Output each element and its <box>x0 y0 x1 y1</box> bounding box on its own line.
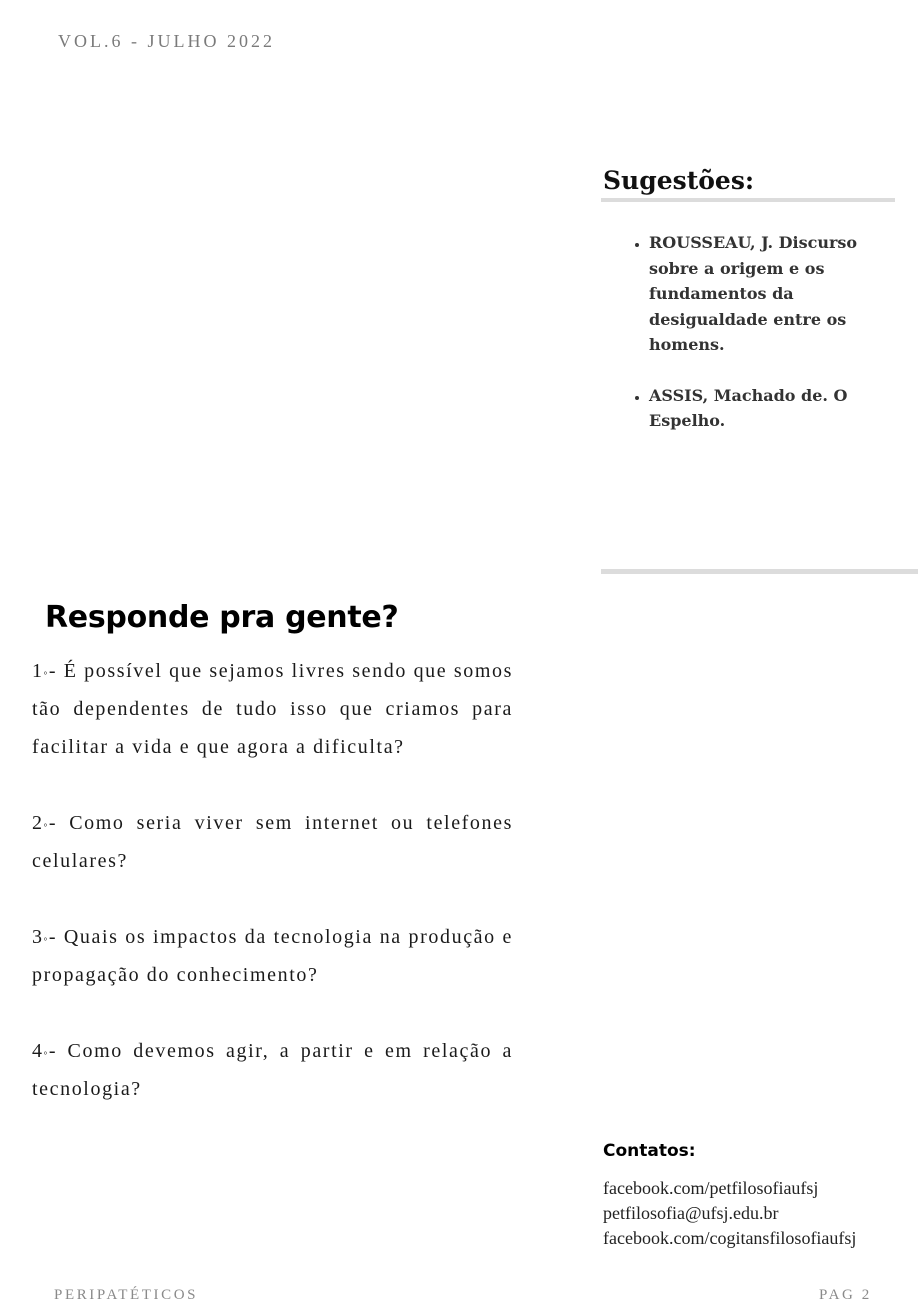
question-text: - Como devemos agir, a partir e em relação a tecnologia? <box>32 1040 513 1100</box>
question-number: 2 <box>32 812 44 834</box>
contacts-title: Contatos: <box>603 1141 696 1161</box>
ordinal-mark: ° <box>43 822 49 832</box>
question-item <box>32 918 513 994</box>
question-number: 4 <box>32 1040 44 1062</box>
question-item <box>32 804 513 880</box>
ordinal-mark: ° <box>43 670 49 680</box>
question-number: 1 <box>32 660 44 682</box>
email-link[interactable]: petfilosofia@ufsj.edu.br <box>603 1203 779 1223</box>
suggestions-list <box>603 230 873 459</box>
ordinal-mark: ° <box>43 936 49 946</box>
question-text: - Quais os impactos da tecnologia na produção e propagação do conhecimento? <box>32 926 513 986</box>
question-text: - É possível que sejamos livres sendo que somos tão dependentes de tudo isso que criamos para facilitar a vida e que agora a dificulta? <box>32 660 513 758</box>
facebook-cogitans-link[interactable]: facebook.com/cogitansfilosofiaufsj <box>603 1228 857 1248</box>
suggestions-top-divider <box>601 198 895 202</box>
suggestions-title: Sugestões: <box>603 166 755 195</box>
question-item <box>32 1032 513 1108</box>
question-text: - Como seria viver sem internet ou telefones celulares? <box>32 812 513 872</box>
questions-title: Responde pra gente? <box>45 600 399 635</box>
facebook-pet-link[interactable]: facebook.com/petfilosofiaufsj <box>603 1178 819 1198</box>
suggestion-item: • ROUSSEAU, J. Discurso sobre a origem e os fundamentos da desigualdade entre os homens. <box>649 230 873 358</box>
ordinal-mark: ° <box>43 1050 49 1060</box>
contacts-list <box>603 1176 856 1251</box>
publication-footer: PERIPATÉTICOS <box>54 1287 199 1303</box>
question-item <box>32 652 513 766</box>
question-number: 3 <box>32 926 44 948</box>
volume-header: VOL.6 - JULHO 2022 <box>58 31 275 51</box>
suggestion-item: • ASSIS, Machado de. O Espelho. <box>649 383 873 434</box>
suggestions-bottom-divider <box>601 569 918 574</box>
questions-list <box>32 652 513 1146</box>
page-number: PAG 2 <box>819 1287 872 1303</box>
